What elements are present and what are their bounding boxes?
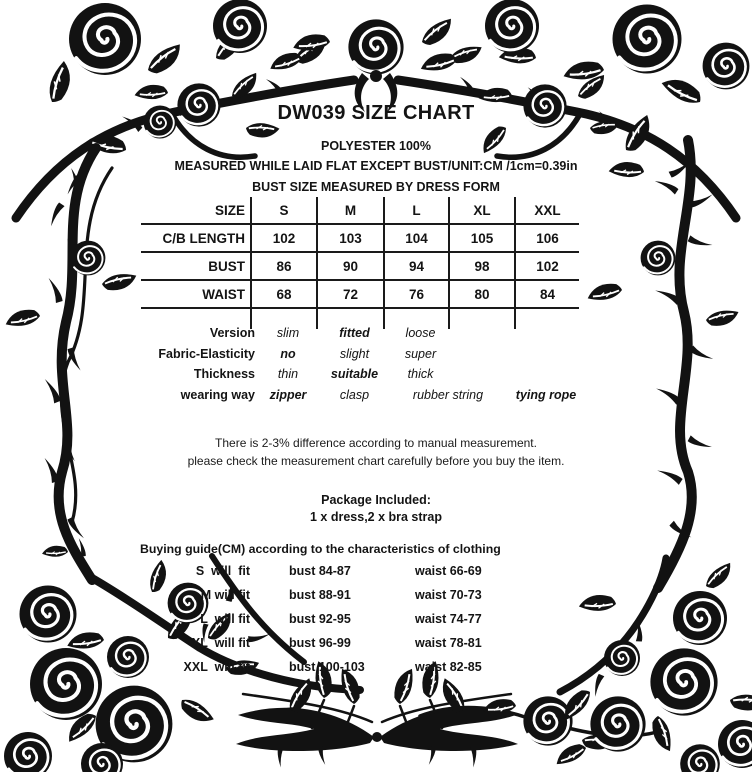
size-cell: 76	[384, 280, 449, 308]
attribute-value: slim	[276, 326, 300, 340]
attribute-value: clasp	[339, 387, 370, 402]
package-included	[0, 492, 752, 526]
size-row-label: WAIST	[141, 280, 251, 308]
attributes-section	[141, 323, 591, 405]
header-note-line: MEASURED WHILE LAID FLAT EXCEPT BUST/UNIT:CM /1cm=0.39in	[174, 159, 578, 174]
buying-guide-row	[141, 559, 611, 583]
size-cell: 84	[515, 280, 579, 308]
size-cell: 80	[449, 280, 515, 308]
buying-guide-row	[141, 607, 611, 631]
size-cell: M	[317, 197, 384, 224]
size-cell: S	[251, 197, 317, 224]
attribute-value: fitted	[339, 326, 370, 340]
guide-waist-range: waist 74-77	[415, 612, 482, 626]
size-cell: XXL	[515, 197, 579, 224]
guide-size-label: S will fit	[195, 564, 250, 578]
guide-bust-range: bust 100-103	[289, 660, 365, 674]
size-cell: 104	[384, 224, 449, 252]
page-title: DW039 SIZE CHART	[277, 102, 475, 124]
attribute-value: zipper	[269, 387, 307, 402]
buying-guide-rows	[141, 559, 611, 679]
attribute-value: tying rope	[515, 387, 577, 402]
buying-guide-heading: Buying guide(CM) according to the characteristics of clothing	[140, 542, 501, 556]
attribute-row	[141, 385, 591, 406]
attribute-label: Thickness	[193, 367, 255, 382]
size-cell: 102	[515, 252, 579, 280]
buying-guide-row	[141, 583, 611, 607]
attribute-row	[141, 323, 591, 344]
header-note-line: POLYESTER 100%	[320, 139, 431, 153]
guide-bust-range: bust 84-87	[289, 564, 351, 578]
measurement-note-line: There is 2-3% difference according to manual measurement.	[215, 436, 537, 450]
size-cell: 98	[449, 252, 515, 280]
guide-waist-range: waist 70-73	[415, 588, 482, 602]
size-table-header-row	[141, 197, 579, 224]
guide-waist-range: waist 66-69	[415, 564, 482, 578]
size-cell: 105	[449, 224, 515, 252]
size-cell: 68	[251, 280, 317, 308]
size-cell: 106	[515, 224, 579, 252]
guide-size-label: M will fit	[200, 588, 250, 602]
attribute-value: thick	[407, 367, 434, 382]
measurement-note-line: please check the measurement chart carefully before you buy the item.	[187, 453, 565, 468]
size-row-label: BUST	[141, 252, 251, 280]
guide-waist-range: waist 82-85	[415, 660, 482, 674]
attribute-value: slight	[339, 346, 370, 361]
size-table-row	[141, 280, 579, 308]
guide-waist-range: waist 78-81	[415, 636, 482, 650]
size-cell: L	[384, 197, 449, 224]
guide-bust-range: bust 88-91	[289, 588, 351, 602]
buying-guide-row	[141, 655, 611, 679]
package-heading: Package Included:	[321, 493, 431, 507]
size-table-row	[141, 224, 579, 252]
attribute-row	[141, 364, 591, 385]
measurement-note	[0, 435, 752, 470]
attribute-value: thin	[277, 367, 299, 382]
attribute-value: rubber string	[412, 387, 484, 402]
attribute-value: no	[280, 346, 296, 361]
size-table-row	[141, 252, 579, 280]
guide-size-label: XL will fit	[191, 636, 250, 650]
size-cell: 90	[317, 252, 384, 280]
attribute-value: suitable	[330, 367, 379, 382]
size-row-label: SIZE	[141, 197, 251, 224]
header-note-line: BUST SIZE MEASURED BY DRESS FORM	[252, 179, 500, 194]
size-cell: 102	[251, 224, 317, 252]
attribute-label: Fabric-Elasticity	[158, 346, 255, 361]
size-table	[141, 197, 579, 329]
size-cell: 86	[251, 252, 317, 280]
attribute-label: Version	[209, 326, 255, 340]
guide-bust-range: bust 96-99	[289, 636, 351, 650]
guide-bust-range: bust 92-95	[289, 612, 351, 626]
guide-size-label: XXL will fit	[183, 660, 250, 674]
size-cell: 103	[317, 224, 384, 252]
attribute-value: loose	[405, 326, 436, 340]
buying-guide-row	[141, 631, 611, 655]
size-cell: 72	[317, 280, 384, 308]
package-contents: 1 x dress,2 x bra strap	[309, 510, 443, 524]
size-cell: XL	[449, 197, 515, 224]
attribute-row	[141, 344, 591, 365]
attribute-label: wearing way	[180, 387, 255, 402]
size-row-label: C/B LENGTH	[141, 224, 251, 252]
size-cell: 94	[384, 252, 449, 280]
attribute-value: super	[404, 346, 437, 361]
header-notes	[0, 136, 752, 197]
guide-size-label: L will fit	[200, 612, 250, 626]
